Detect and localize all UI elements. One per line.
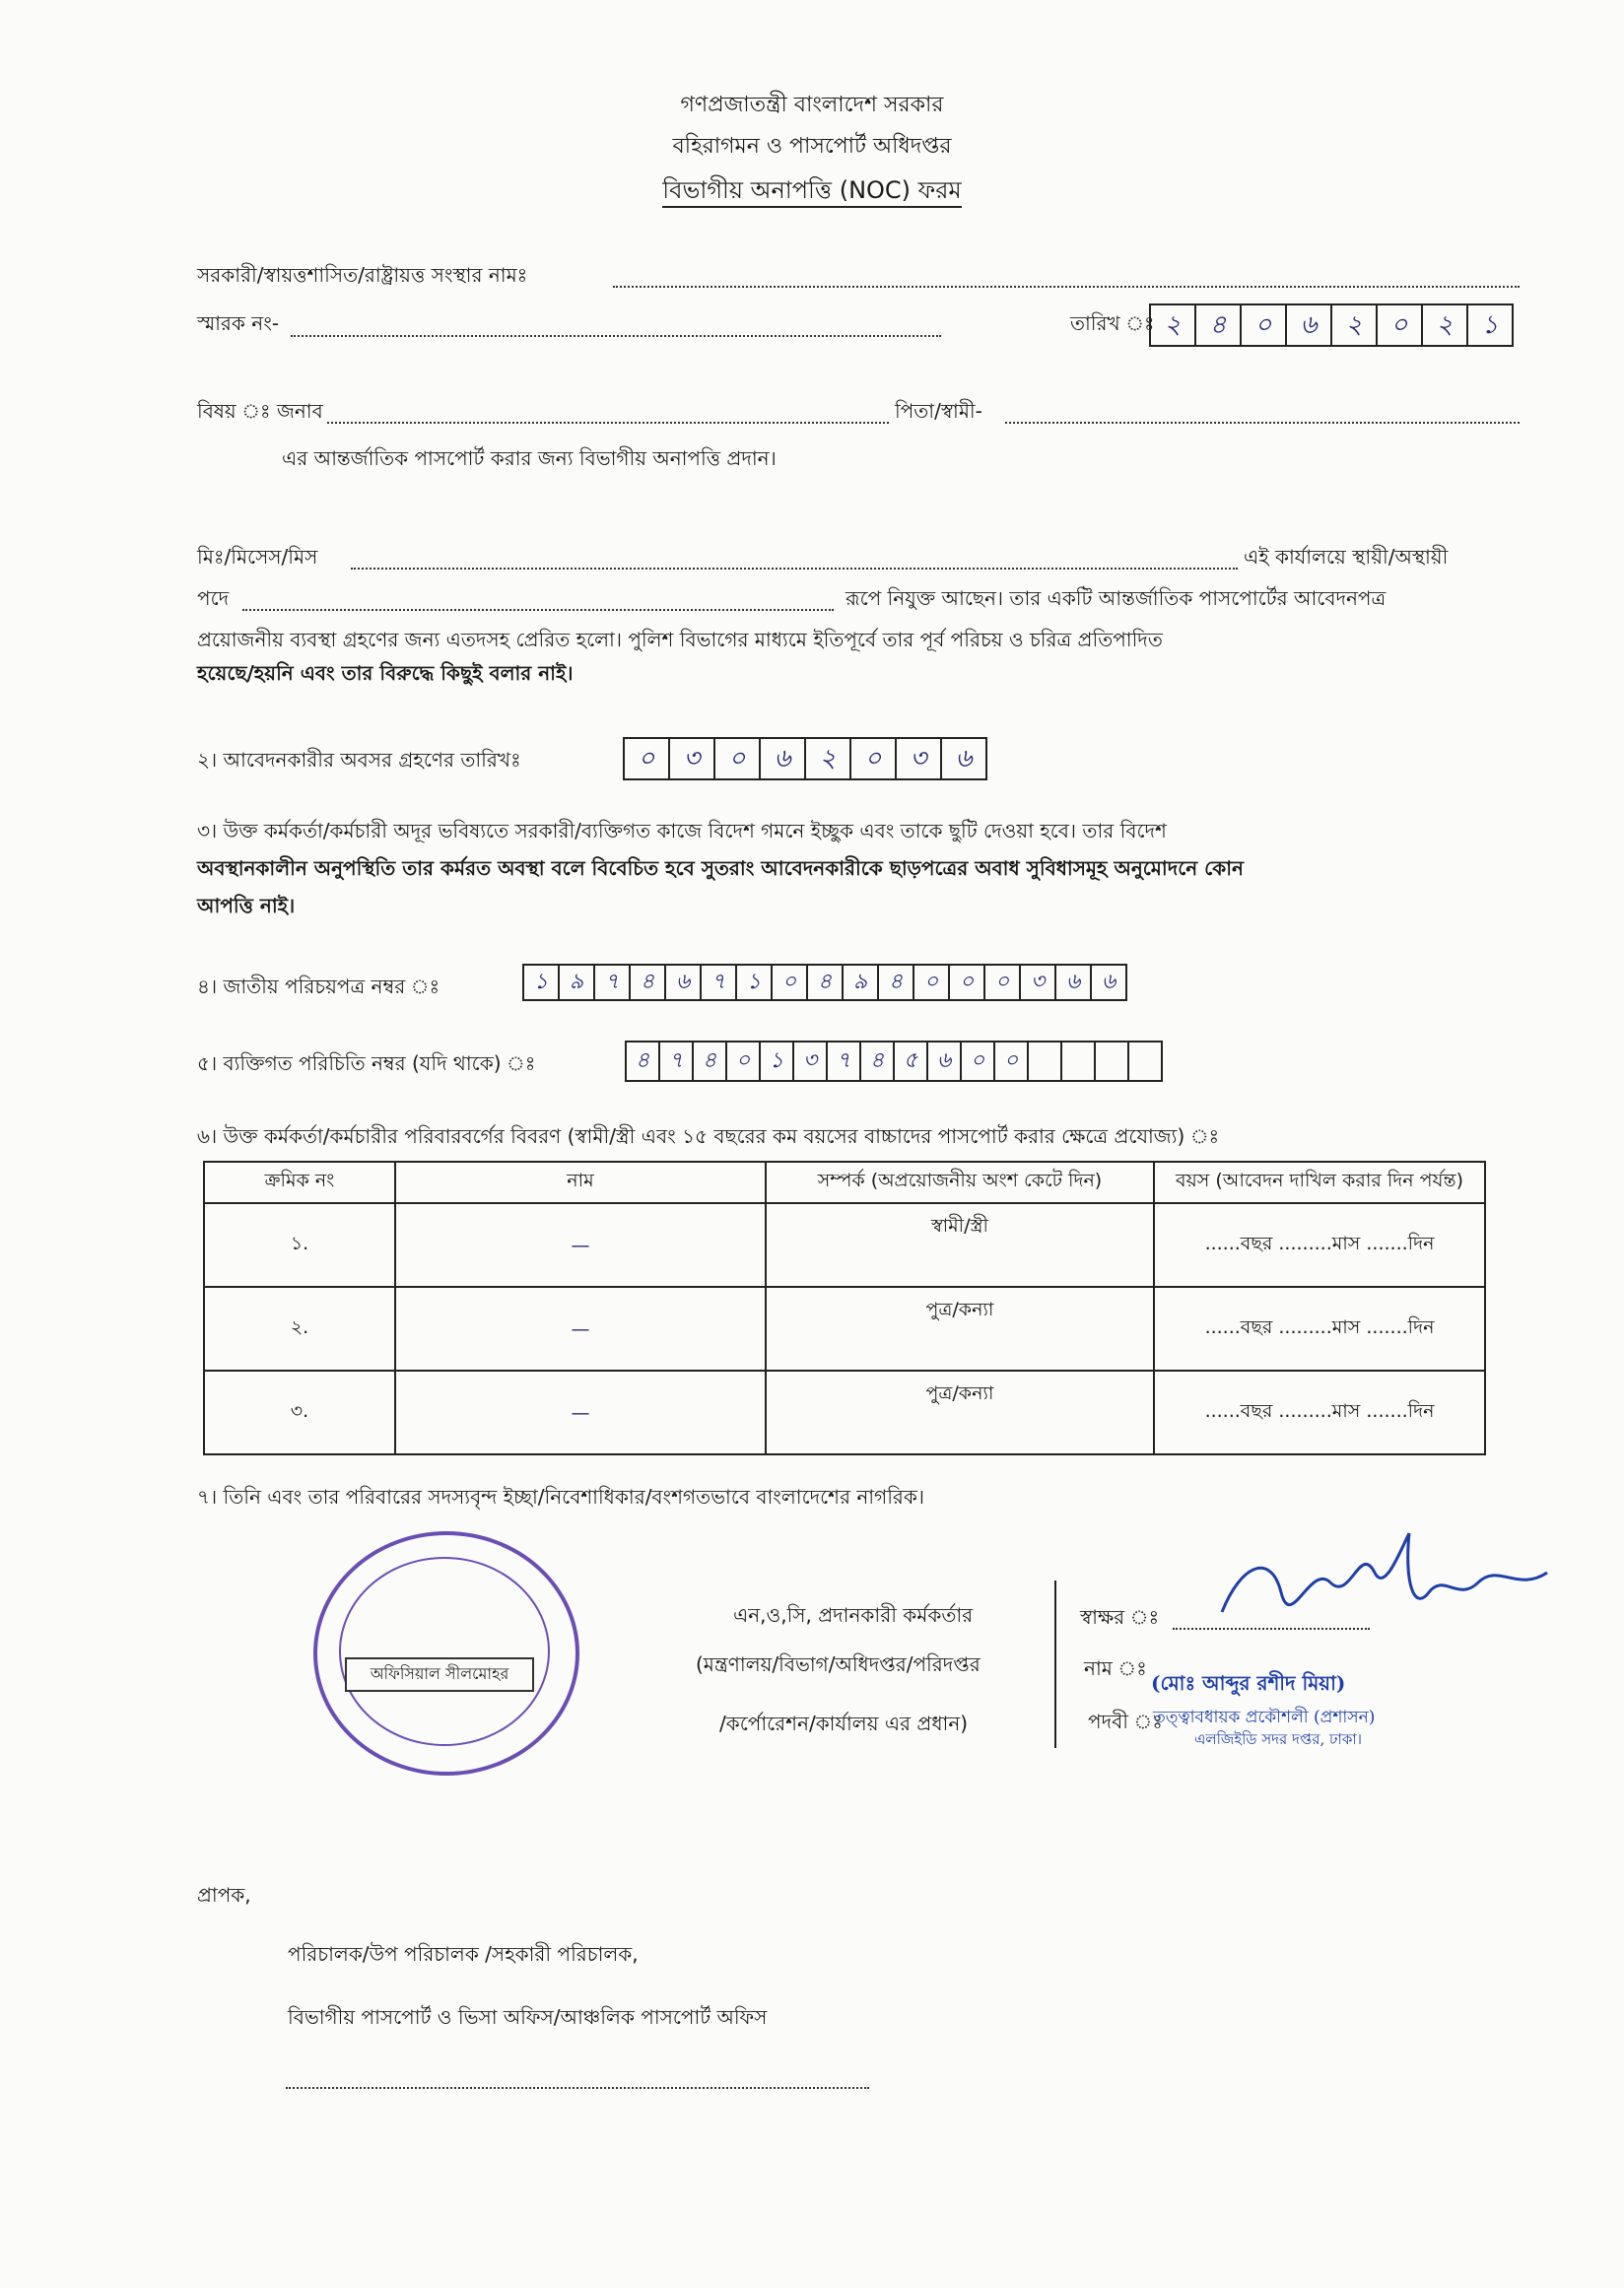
digit-box[interactable]: ০ [950,964,985,1001]
col-age: বয়স (আবেদন দাখিল করার দিন পর্যন্ত) [1154,1162,1485,1203]
digit-box[interactable]: ০ [962,1041,995,1082]
retirement-date-boxes[interactable] [623,737,987,780]
family-table [203,1161,1486,1455]
row-age[interactable]: ......বছর .........মাস .......দিন [1154,1287,1485,1371]
digit-box[interactable]: ৬ [1287,303,1332,347]
col-name: নাম [395,1162,766,1203]
nid-label: ৪। জাতীয় পরিচয়পত্র নম্বর ঃ [197,975,440,998]
digit-box[interactable]: ০ [1378,303,1423,347]
noc-officer-org: (মন্ত্রণালয়/বিভাগ/অধিদপ্তর/পরিদপ্তর [696,1652,981,1676]
digit-box[interactable]: ৪ [631,964,666,1001]
table-row [204,1203,1485,1287]
digit-box[interactable]: ৪ [879,964,914,1001]
digit-box[interactable]: ৪ [625,1041,660,1082]
digit-box[interactable]: ৬ [761,737,806,780]
row-serial: ২. [204,1287,395,1371]
signatory-divider [1054,1581,1056,1748]
post-label: পদে [197,586,230,610]
salutation: মিঃ/মিসেস/মিস [197,545,318,569]
post-label-sign: পদবী ঃ [1088,1710,1163,1733]
item3-line1: ৩। উক্ত কর্মকর্তা/কর্মচারী অদূর ভবিষ্যতে সরকারী/ব্যক্তিগত কাজে বিদেশ গমনে ইচ্ছুক এবং তাকে ছুটি দেওয়া হবে। তার বিদেশ [197,819,1167,842]
recipient-label: প্রাপক, [197,1883,251,1907]
digit-box[interactable]: ৪ [861,1041,895,1082]
office-status: এই কার্যালয়ে স্থায়ী/অস্থায়ী [1244,545,1449,569]
row-name[interactable]: — [395,1371,766,1454]
item3-line3: আপত্তি নাই। [197,894,296,917]
digit-box[interactable]: ৭ [595,964,631,1001]
digit-box[interactable]: ৪ [1196,303,1242,347]
digit-box[interactable]: ৩ [1021,964,1056,1001]
digit-box[interactable]: ১ [1468,303,1514,347]
digit-box[interactable]: ১ [761,1041,794,1082]
digit-box[interactable] [1062,1041,1096,1082]
subject-purpose: এর আন্তর্জাতিক পাসপোর্ট করার জন্য বিভাগীয় অনাপত্তি প্রদান। [282,446,777,470]
col-serial: ক্রমিক নং [204,1162,395,1203]
digit-box[interactable]: ২ [1423,303,1468,347]
digit-box[interactable] [1129,1041,1163,1082]
header-govt: গণপ্রজাতন্ত্রী বাংলাদেশ সরকার [680,93,944,117]
body-line2: রূপে নিযুক্ত আছেন। তার একটি আন্তর্জাতিক পাসপোর্টের আবেদনপত্র [846,586,1387,610]
handwritten-signature [1202,1523,1577,1671]
digit-box[interactable]: ০ [1242,303,1287,347]
digit-box[interactable]: ১ [522,964,560,1001]
org-label: সরকারী/স্বায়ত্তশাসিত/রাষ্ট্রায়ত্ত সংস্থার নামঃ [197,263,528,287]
digit-box[interactable]: ২ [806,737,851,780]
date-label: তারিখ ঃ [1070,311,1155,335]
digit-box[interactable]: ৩ [670,737,715,780]
org-name-field[interactable] [613,286,1520,288]
recipient-office-field[interactable] [286,2087,869,2089]
digit-box[interactable]: ০ [623,737,670,780]
digit-box[interactable]: ৯ [560,964,595,1001]
digit-box[interactable]: ০ [715,737,761,780]
digit-box[interactable]: ০ [773,964,808,1001]
citizenship-statement: ৭। তিনি এবং তার পরিবারের সদস্যবৃন্দ ইচ্ছা/নিবেশাধিকার/বংশগতভাবে বাংলাদেশের নাগরিক। [197,1485,925,1509]
retirement-label: ২। আবেদনকারীর অবসর গ্রহণের তারিখঃ [197,748,521,772]
row-relation: পুত্র/কন্যা [766,1287,1154,1371]
memo-number-field[interactable] [291,335,941,337]
digit-box[interactable]: ০ [985,964,1021,1001]
date-boxes[interactable] [1149,303,1514,347]
father-name-field[interactable] [1005,422,1520,424]
row-name[interactable]: — [395,1287,766,1371]
noc-officer-label: এন,ও,সি, প্রদানকারী কর্মকর্তার [733,1603,974,1627]
memo-label: স্মারক নং- [197,311,280,335]
pid-boxes[interactable] [625,1041,1163,1082]
digit-box[interactable]: ১ [737,964,773,1001]
digit-box[interactable]: ৩ [897,737,942,780]
digit-box[interactable]: ৬ [1092,964,1127,1001]
row-serial: ১. [204,1203,395,1287]
digit-box[interactable]: ০ [914,964,950,1001]
father-label: পিতা/স্বামী- [895,399,982,423]
digit-box[interactable]: ৩ [794,1041,828,1082]
row-age[interactable]: ......বছর .........মাস .......দিন [1154,1203,1485,1287]
row-name[interactable]: — [395,1203,766,1287]
noc-officer-head: /কর্পোরেশন/কার্যালয় এর প্রধান) [719,1712,969,1735]
digit-box[interactable]: ০ [995,1041,1029,1082]
subject-label: বিষয় ঃ জনাব [197,399,323,423]
recipient-line1: পরিচালক/উপ পরিচালক /সহকারী পরিচালক, [288,1942,639,1966]
digit-box[interactable]: ৭ [828,1041,861,1082]
digit-box[interactable]: ৫ [895,1041,928,1082]
digit-box[interactable]: ৬ [666,964,702,1001]
seal-office: এলজিইডি সদর দপ্তর, ঢাকা। [1194,1730,1363,1748]
digit-box[interactable]: ৬ [942,737,987,780]
seal-inner-ring [339,1557,550,1746]
digit-box[interactable] [1096,1041,1129,1082]
digit-box[interactable]: ৭ [660,1041,694,1082]
employee-name-field[interactable] [351,568,1238,570]
pid-label: ৫। ব্যক্তিগত পরিচিতি নম্বর (যদি থাকে) ঃ [197,1051,536,1075]
row-relation: পুত্র/কন্যা [766,1371,1154,1454]
digit-box[interactable]: ৬ [1056,964,1092,1001]
digit-box[interactable]: ০ [727,1041,761,1082]
post-field[interactable] [242,609,834,611]
nid-boxes[interactable] [522,964,1127,1001]
digit-box[interactable]: ৪ [808,964,844,1001]
applicant-name-field[interactable] [327,422,889,424]
family-label: ৬। উক্ত কর্মকর্তা/কর্মচারীর পরিবারবর্গের বিবরণ (স্বামী/স্ত্রী এবং ১৫ বছরের কম বয়সের বাচ্চাদের পাসপোর্ট করার ক্ষেত্রে প্রযোজ্য) ঃ [197,1124,1220,1148]
official-seal-stamp [313,1531,579,1776]
digit-box[interactable]: ৯ [844,964,879,1001]
signature-label: স্বাক্ষর ঃ [1080,1605,1160,1629]
row-relation: স্বামী/স্ত্রী [766,1203,1154,1287]
digit-box[interactable]: ৬ [928,1041,962,1082]
digit-box[interactable]: ৭ [702,964,737,1001]
seal-post: তত্ত্বাবধায়ক প্রকৌশলী (প্রশাসন) [1153,1708,1376,1727]
body-line3: প্রয়োজনীয় ব্যবস্থা গ্রহণের জন্য এতদসহ প্রেরিত হলো। পুলিশ বিভাগের মাধ্যমে ইতিপূর্বে তার পূর্ব পরিচয় ও চরিত্র প্রতিপাদিত [197,628,1163,651]
row-serial: ৩. [204,1371,395,1454]
digit-box[interactable] [1029,1041,1062,1082]
seal-name: (মোঃ আব্দুর রশীদ মিয়া) [1151,1671,1346,1695]
item3-line2: অবস্থানকালীন অনুপস্থিতি তার কর্মরত অবস্থা বলে বিবেচিত হবে সুতরাং আবেদনকারীকে ছাড়পত্রের অবাধ সুবিধাসমূহ অনুমোদনে কোন [197,856,1244,880]
table-row [204,1287,1485,1371]
digit-box[interactable]: ৪ [694,1041,727,1082]
table-row [204,1371,1485,1454]
col-relation: সম্পর্ক (অপ্রয়োজনীয় অংশ কেটে দিন) [766,1162,1154,1203]
seal-center-label: অফিসিয়াল সীলমোহর [345,1657,534,1692]
digit-box[interactable]: ২ [1149,303,1196,347]
form-title: বিভাগীয় অনাপত্তি (NOC) ফরম [0,177,1624,203]
name-label: নাম ঃ [1084,1656,1147,1680]
row-age[interactable]: ......বছর .........মাস .......দিন [1154,1371,1485,1454]
body-line4: হয়েছে/হয়নি এবং তার বিরুদ্ধে কিছুই বলার নাই। [197,661,574,685]
recipient-line2: বিভাগীয় পাসপোর্ট ও ভিসা অফিস/আঞ্চলিক পাসপোর্ট অফিস [288,2005,768,2029]
digit-box[interactable]: ২ [1332,303,1378,347]
digit-box[interactable]: ০ [851,737,897,780]
header-department: বহিরাগমন ও পাসপোর্ট অধিদপ্তর [672,134,952,159]
